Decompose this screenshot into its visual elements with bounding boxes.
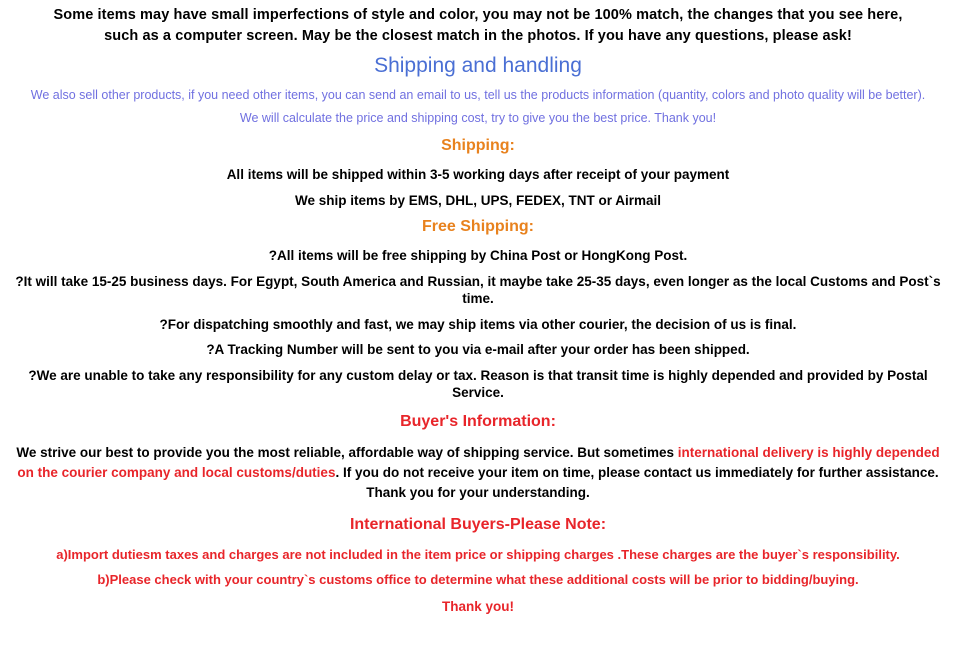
buyer-information-paragraph (8, 443, 948, 503)
other-products-note: We also sell other products, if you need other items, you can send an email to us, tell us the products information (quantity, colors and photo quality will be better). (30, 87, 926, 102)
intro-line-1: Some items may have small imperfections of style and color, you may not be 100% match, the changes that you see here, (53, 7, 903, 23)
free-shipping-line-4: ?A Tracking Number will be sent to you via e-mail after your order has been shipped. (206, 342, 750, 358)
international-buyers-heading (8, 515, 948, 536)
free-shipping-heading: Free Shipping: (422, 218, 534, 236)
free-shipping-line-2: ?It will take 15-25 business days. For Egypt, South America and Russian, it maybe take 25-35 days, even longer as the local Customs and Post`s time. (15, 273, 941, 307)
shipping-line-1: All items will be shipped within 3-5 working days after receipt of your payment (226, 167, 730, 183)
international-note-line-b: b)Please check with your country`s customs office to determine what these additional costs will be prior to bidding/buying. (97, 572, 859, 588)
international-buyers-heading-colon: : (600, 515, 607, 533)
shipping-and-handling-heading: Shipping and handling (374, 53, 582, 77)
free-shipping-line-5: ?We are unable to take any responsibility for any custom delay or tax. Reason is that transit time is highly depended and provided by Postal Service. (28, 367, 928, 401)
international-buyers-heading-text: International Buyers-Please Note (349, 515, 601, 533)
price-calculation-note: We will calculate the price and shipping cost, try to give you the best price. Thank you! (239, 111, 717, 126)
shipping-line-2: We ship items by EMS, DHL, UPS, FEDEX, TNT or Airmail (294, 192, 662, 208)
buyer-info-highlight-2: courier company and local customs/duties (61, 464, 336, 480)
buyer-info-part-1: We strive our best to provide you the most reliable, affordable way of shipping service. But sometimes (16, 444, 678, 460)
intro-line-2: such as a computer screen. May be the closest match in the photos. If you have any questions, please ask! (104, 27, 852, 44)
thank-you-line: Thank you! (441, 599, 514, 615)
international-note-line-a: a)Import dutiesm taxes and charges are not included in the item price or shipping charges .These charges are the buyer`s responsibility. (56, 546, 900, 562)
buyer-info-part-2: . If you do not receive your item on time, please contact us immediately for further assistance. Thank you for your understanding. (335, 464, 939, 500)
free-shipping-line-3: ?For dispatching smoothly and fast, we may ship items via other courier, the decision of us is final. (159, 316, 797, 332)
shipping-heading: Shipping: (441, 137, 515, 155)
buyer-information-heading: Buyer's Information: (400, 413, 556, 430)
free-shipping-line-1: ?All items will be free shipping by China Post or HongKong Post. (268, 248, 688, 264)
buyer-info-highlight-1: international delivery is highly depended on the (17, 444, 940, 480)
